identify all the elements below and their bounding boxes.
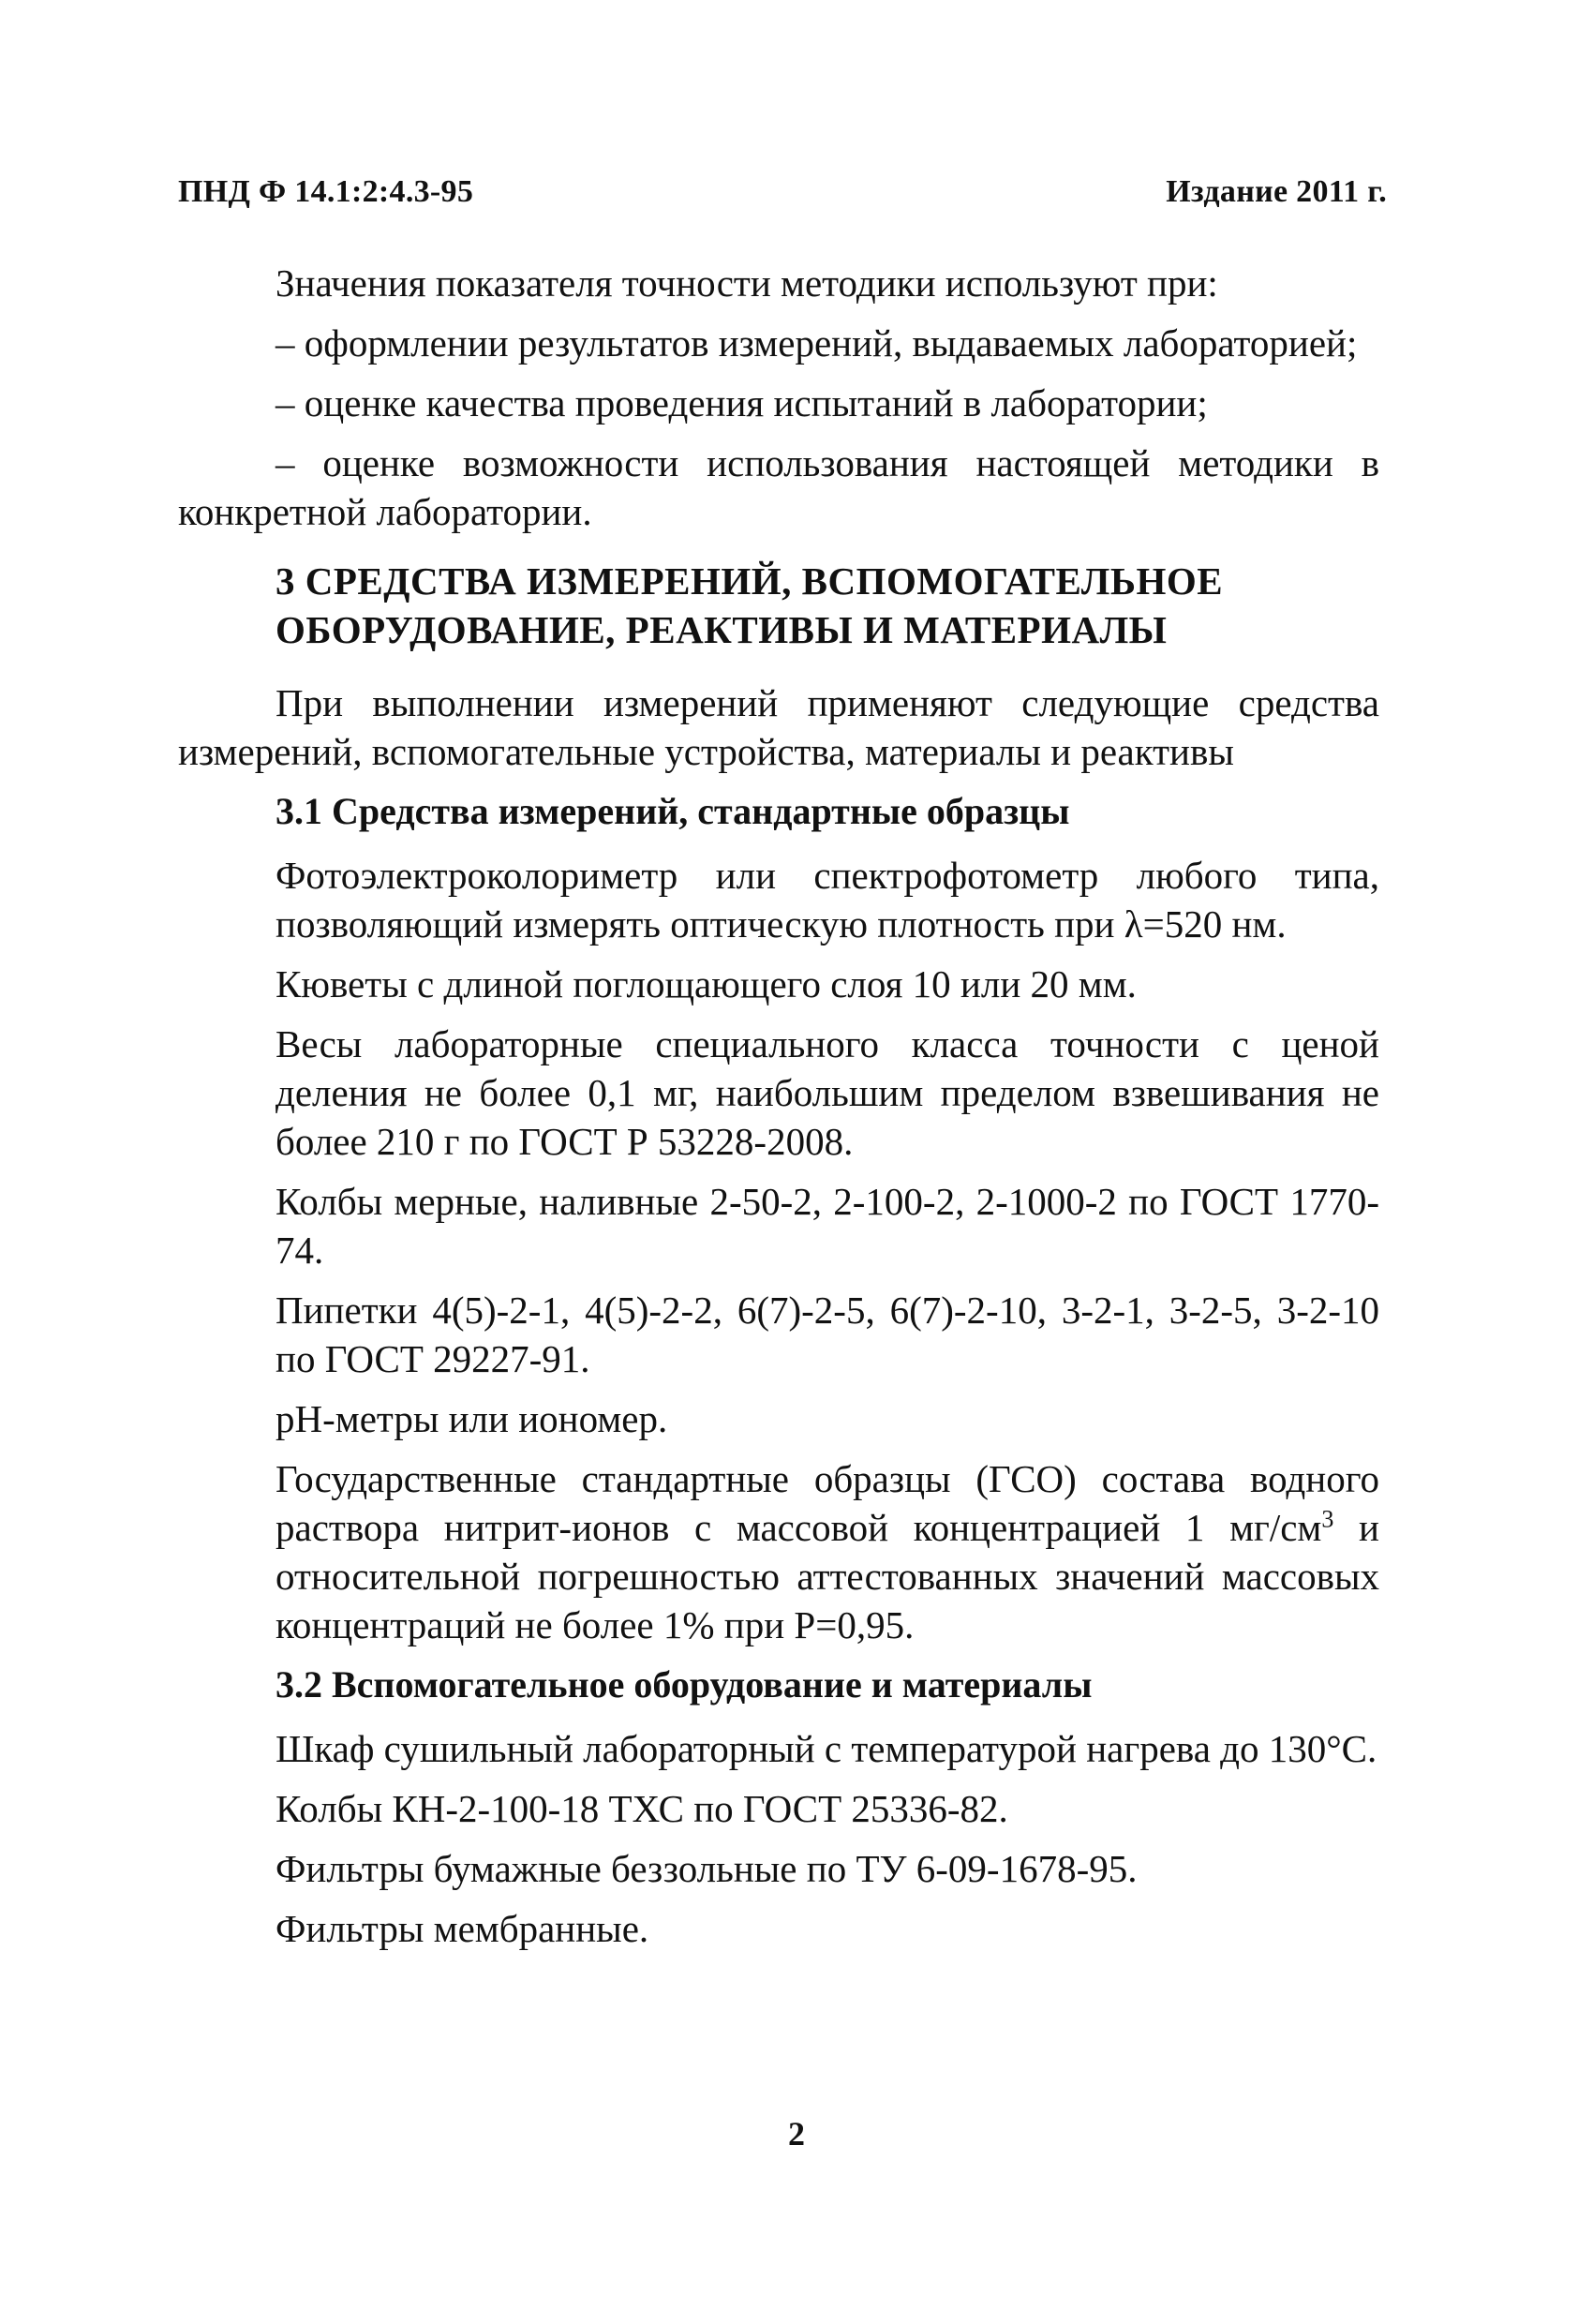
equipment-item: Кюветы с длиной поглощающего слоя 10 или 20 мм. <box>275 962 1137 1006</box>
auxiliary-item: Колбы КН-2-100-18 ТХС по ГОСТ 25336-82. <box>275 1787 1008 1830</box>
page-number: 2 <box>788 2115 805 2153</box>
auxiliary-item: Фильтры бумажные беззольные по ТУ 6-09-1678-95. <box>275 1847 1138 1890</box>
section-3-heading <box>275 557 1379 654</box>
auxiliary-item: Шкаф сушильный лабораторный с температурой нагрева до 130°С. <box>275 1727 1377 1770</box>
gso-text-part-1: Государственные стандартные образцы (ГСО) состава водного раствора нитрит-ионов с массовой концентрацией 1 мг/см <box>275 1457 1379 1549</box>
equipment-item: pH-метры или иономер. <box>275 1397 668 1440</box>
accuracy-usage-item: – оформлении результатов измерений, выдаваемых лабораторией; <box>275 321 1358 365</box>
subsection-3-1-heading: 3.1 Средства измерений, стандартные образцы <box>275 790 1070 832</box>
section-3-title-line-1: 3 СРЕДСТВА ИЗМЕРЕНИЙ, ВСПОМОГАТЕЛЬНОЕ <box>275 559 1224 603</box>
auxiliary-item: Фильтры мембранные. <box>275 1907 649 1950</box>
edition-year: Издание 2011 г. <box>1166 174 1387 209</box>
equipment-item: Пипетки 4(5)-2-1, 4(5)-2-2, 6(7)-2-5, 6(7)-2-10, 3-2-1, 3-2-5, 3-2-10 по ГОСТ 29227-91. <box>275 1289 1379 1380</box>
section-3-title-line-2: ОБОРУДОВАНИЕ, РЕАКТИВЫ И МАТЕРИАЛЫ <box>275 608 1168 651</box>
gso-superscript: 3 <box>1321 1505 1334 1533</box>
gso-text-part-2: и относительной погрешностью аттестованных значений массовых концентраций не более 1% при Р=0,95. <box>275 1506 1379 1646</box>
equipment-item: Фотоэлектроколориметр или спектрофотометр любого типа, позволяющий измерять оптическую плотность при λ=520 нм. <box>275 854 1379 946</box>
accuracy-usage-item: – оценке возможности использования настоящей методики в конкретной лаборатории. <box>178 441 1379 533</box>
equipment-item: Колбы мерные, наливные 2-50-2, 2-100-2, 2-1000-2 по ГОСТ 1770-74. <box>275 1180 1379 1272</box>
accuracy-usage-lead: Значения показателя точности методики используют при: <box>275 261 1218 305</box>
accuracy-usage-item: – оценке качества проведения испытаний в лаборатории; <box>275 381 1208 425</box>
page-body <box>178 259 1379 1964</box>
subsection-3-2-heading: 3.2 Вспомогательное оборудование и материалы <box>275 1663 1093 1706</box>
section-3-intro: При выполнении измерений применяют следующие средства измерений, вспомогательные устройства, материалы и реактивы <box>178 681 1379 773</box>
equipment-item: Весы лабораторные специального класса точности с ценой деления не более 0,1 мг, наибольшим пределом взвешивания не более 210 г по ГОСТ Р 53228-2008. <box>275 1022 1379 1163</box>
gso-item <box>275 1454 1379 1649</box>
document-code: ПНД Ф 14.1:2:4.3-95 <box>178 174 474 209</box>
